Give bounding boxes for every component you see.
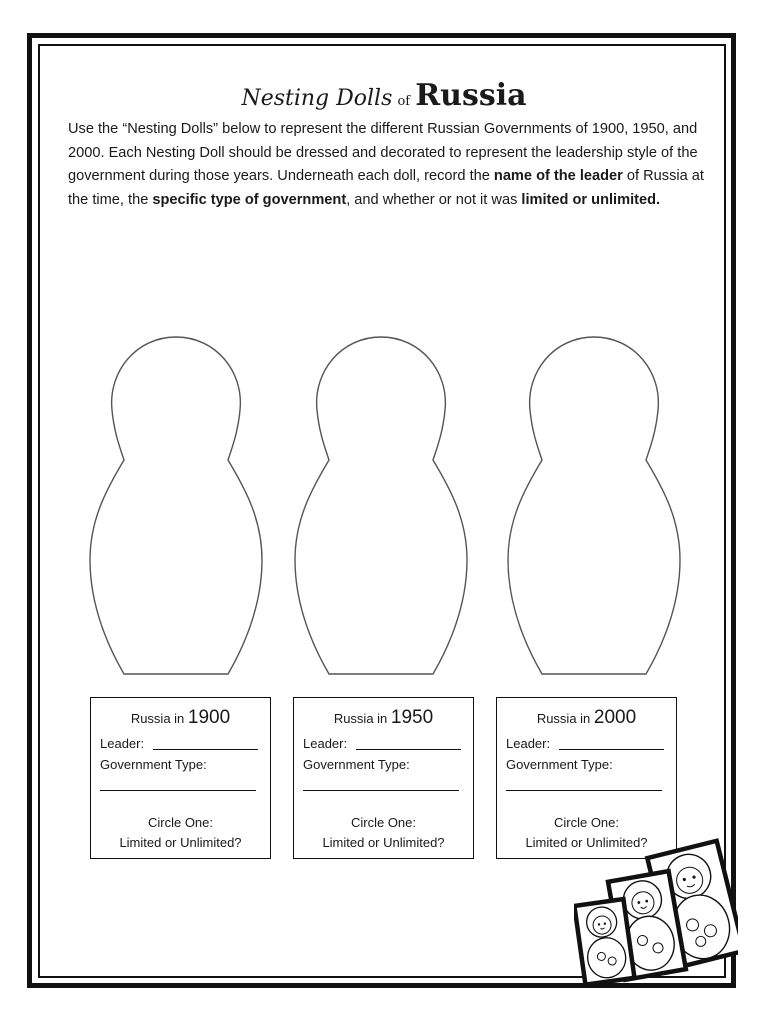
instructions-bold-limited: limited or unlimited. xyxy=(521,191,661,208)
leader-label: Leader: xyxy=(506,736,551,751)
circle-one-label: Circle One: xyxy=(147,815,214,830)
government-type-label: Government Type: xyxy=(303,757,410,772)
leader-blank[interactable] xyxy=(356,749,461,750)
circle-one-label: Circle One: xyxy=(350,815,417,830)
doll-outline-1 xyxy=(90,337,262,674)
card-heading xyxy=(91,707,270,729)
card-year: 2000 xyxy=(593,707,637,728)
leader-blank[interactable] xyxy=(153,749,258,750)
leader-label: Leader: xyxy=(100,736,145,751)
info-card-1900 xyxy=(90,697,271,859)
doll-outline-3 xyxy=(508,337,680,674)
instructions-bold-leader: name of the leader xyxy=(493,168,623,184)
instructions-text-3: , and whether or not it was xyxy=(346,191,522,208)
card-prefix: Russia in xyxy=(333,711,388,726)
government-type-blank[interactable] xyxy=(506,790,662,791)
card-heading xyxy=(294,707,473,729)
title-word-nesting-dolls: Nesting Dolls xyxy=(241,86,393,111)
leader-blank[interactable] xyxy=(559,749,664,750)
info-card-1950 xyxy=(293,697,474,859)
title-word-of: of xyxy=(397,94,411,109)
card-heading xyxy=(497,707,676,729)
government-type-blank[interactable] xyxy=(303,790,459,791)
card-prefix: Russia in xyxy=(536,711,591,726)
circle-one-label: Circle One: xyxy=(553,815,620,830)
limited-unlimited-choice[interactable]: Limited or Unlimited? xyxy=(525,835,648,850)
leader-label: Leader: xyxy=(303,736,348,751)
instructions-text-2: of Russia at the time, the xyxy=(68,168,704,208)
card-prefix: Russia in xyxy=(130,711,185,726)
limited-unlimited-choice[interactable]: Limited or Unlimited? xyxy=(322,835,445,850)
limited-unlimited-choice[interactable]: Limited or Unlimited? xyxy=(119,835,242,850)
government-type-label: Government Type: xyxy=(506,757,613,772)
title-word-russia: Russia xyxy=(415,78,527,113)
government-type-label: Government Type: xyxy=(100,757,207,772)
nesting-dolls-clipart-icon xyxy=(574,836,738,986)
card-year: 1900 xyxy=(187,707,231,728)
instructions-text-1: Use the “Nesting Dolls” below to represent the different Russian Governments of 1900, 1950, and 2000. Each Nesting Doll should be dressed and decorated to represent the leadership style of the government during those years. Underneath each doll, record the xyxy=(68,121,698,184)
instructions-bold-gov-type: specific type of government xyxy=(152,191,347,208)
doll-outline-2 xyxy=(295,337,467,674)
info-card-2000 xyxy=(496,697,677,859)
card-year: 1950 xyxy=(390,707,434,728)
government-type-blank[interactable] xyxy=(100,790,256,791)
